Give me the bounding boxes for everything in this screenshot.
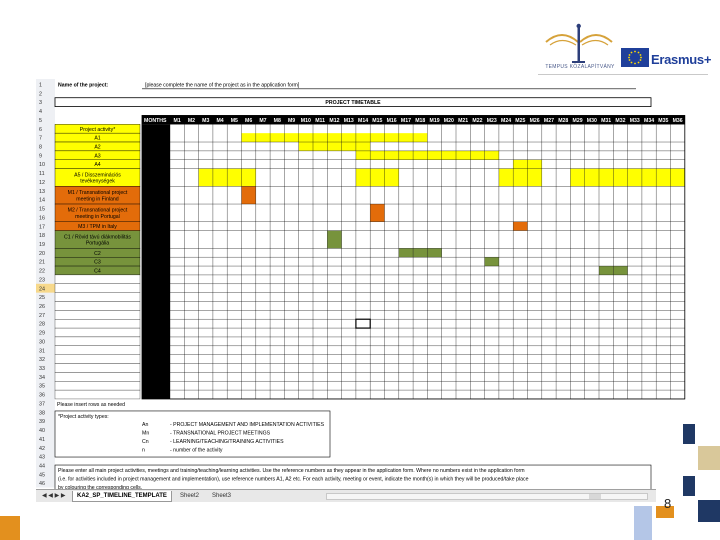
blank-activity-cell[interactable] [55, 390, 140, 399]
row-number: 35 [39, 383, 45, 390]
timeline-cell-filled[interactable] [327, 142, 341, 151]
blank-activity-cell[interactable] [55, 364, 140, 373]
months-label: MONTHS [144, 117, 167, 124]
row-number: 10 [39, 162, 45, 169]
timeline-cell-filled[interactable] [385, 151, 399, 160]
timeline-cell-filled[interactable] [642, 169, 656, 187]
tab-ka2-timeline-template[interactable]: KA2_SP_TIMELINE_TEMPLATE [72, 491, 172, 502]
blank-activity-cell[interactable] [55, 346, 140, 355]
blank-activity-cell[interactable] [55, 310, 140, 319]
spreadsheet-area[interactable] [36, 79, 683, 489]
month-header-m12: M12 [329, 117, 340, 124]
month-header-m30: M30 [586, 117, 597, 124]
timeline-cell-filled[interactable] [528, 160, 542, 169]
timeline-cell-filled[interactable] [485, 151, 499, 160]
decor-square-orange [0, 516, 20, 540]
timeline-cell-filled[interactable] [613, 266, 627, 275]
activity-type-desc: - TRANSNATIONAL PROJECT MEETINGS [170, 430, 271, 437]
blank-activity-cell[interactable] [55, 275, 140, 284]
month-header-m4: M4 [216, 117, 224, 124]
activity-type-code: Cn [142, 438, 149, 445]
months-blackout-column-full [142, 124, 170, 399]
timeline-cell-filled[interactable] [327, 231, 341, 249]
timeline-cell-filled[interactable] [399, 133, 413, 142]
month-header-m21: M21 [458, 117, 469, 124]
timeline-cell-filled[interactable] [299, 142, 313, 151]
row-number: 8 [39, 144, 42, 151]
row-number: 18 [39, 233, 45, 240]
row-number: 45 [39, 472, 45, 479]
row-number: 23 [39, 277, 45, 284]
timeline-cell-filled[interactable] [299, 133, 313, 142]
activity-label: A5 / Disszeminációs [74, 172, 121, 179]
instruction-line: Please enter all main project activities, meetings and training/teaching/learning activities. Use the reference numbers as they appear in the application form. Where no numbers exist in the application form [58, 468, 525, 475]
month-header-m36: M36 [672, 117, 683, 124]
activity-label: Portugália [85, 240, 110, 247]
timeline-cell-filled[interactable] [242, 169, 256, 187]
timeline-cell-filled[interactable] [499, 169, 513, 187]
timeline-cell-filled[interactable] [342, 142, 356, 151]
header-divider [538, 74, 708, 75]
row-number: 20 [39, 250, 45, 257]
decor-square-navy-2 [683, 476, 695, 496]
month-header-m19: M19 [429, 117, 440, 124]
row-number: 43 [39, 454, 45, 461]
decor-square-navy [683, 424, 695, 444]
row-number: 5 [39, 117, 42, 124]
timeline-cell-filled[interactable] [356, 169, 370, 187]
row-number: 28 [39, 321, 45, 328]
row-number: 39 [39, 419, 45, 426]
page-number: 8 [664, 496, 672, 511]
activity-label: M3 / TPM in Italy [78, 224, 117, 231]
timeline-cell-filled[interactable] [327, 133, 341, 142]
row-number: 32 [39, 357, 45, 364]
blank-activity-cell[interactable] [55, 319, 140, 328]
selected-cell[interactable] [356, 319, 370, 328]
month-header-m29: M29 [572, 117, 583, 124]
timeline-cell-filled[interactable] [470, 151, 484, 160]
timeline-cell-filled[interactable] [427, 248, 441, 257]
row-number: 46 [39, 481, 45, 488]
activity-label: M2 / Transnational project [67, 207, 128, 214]
activity-type-desc: - number of the activity [170, 447, 223, 454]
month-header-m17: M17 [400, 117, 411, 124]
row-number: 24 [39, 286, 45, 293]
row-number: 21 [39, 259, 45, 266]
timeline-cell-filled[interactable] [356, 151, 370, 160]
decor-square-lightblue [634, 506, 652, 540]
timeline-cell-filled[interactable] [199, 169, 213, 187]
row-number: 37 [39, 401, 45, 408]
row-number: 11 [39, 171, 45, 178]
row-number: 30 [39, 339, 45, 346]
month-header-m11: M11 [315, 117, 326, 124]
row-number: 14 [39, 197, 45, 204]
scrollbar-thumb[interactable] [589, 494, 601, 499]
timeline-cell-filled[interactable] [442, 151, 456, 160]
eu-flag-icon [621, 48, 649, 67]
row-number: 38 [39, 410, 45, 417]
month-header-m33: M33 [629, 117, 640, 124]
tab-navigation-arrows[interactable]: ◀ ◀ ▶ ▶ [42, 493, 66, 499]
row-number: 26 [39, 304, 45, 310]
row-number: 19 [39, 241, 45, 248]
row-number: 2 [39, 91, 42, 98]
activity-types-title: *Project activity types: [58, 413, 109, 420]
activity-type-code: An [142, 421, 149, 428]
timeline-cell-filled[interactable] [399, 248, 413, 257]
month-header-m28: M28 [558, 117, 569, 124]
timeline-cell-filled[interactable] [370, 169, 384, 187]
row-number: 7 [39, 135, 42, 142]
month-header-m14: M14 [358, 117, 369, 124]
sheet-tab-bar [36, 489, 656, 502]
timeline-cell-filled[interactable] [242, 186, 256, 204]
tempus-name: TEMPUS KÖZALAPÍTVÁNY [545, 64, 615, 70]
timeline-cell-filled[interactable] [370, 151, 384, 160]
timeline-cell-filled[interactable] [485, 257, 499, 266]
activity-type-desc: - LEARNING/TEACHING/TRAINING ACTIVITIES [170, 438, 284, 445]
instruction-line: (i.e. for activities included in project management and implementation), use reference numbers A1, A2 etc. For each activity, meeting or event, indicate the month(s) in which they will be produced/take place [58, 476, 529, 483]
month-header-m10: M10 [300, 117, 311, 124]
row-number: 16 [39, 215, 45, 222]
timeline-cell-filled[interactable] [427, 151, 441, 160]
activity-label: A4 [94, 162, 101, 169]
row-number: 33 [39, 366, 45, 373]
decor-square-beige [698, 446, 720, 470]
timeline-cell-filled[interactable] [399, 151, 413, 160]
horizontal-scrollbar[interactable] [326, 493, 648, 500]
activity-label: tevékenységek [80, 178, 115, 185]
timeline-cell-filled[interactable] [370, 133, 384, 142]
timeline-cell-filled[interactable] [585, 169, 599, 187]
activity-type-desc: - PROJECT MANAGEMENT AND IMPLEMENTATION ACTIVITIES [170, 421, 325, 428]
activity-label: M1 / Transnational project [67, 189, 128, 196]
tab-sheet2[interactable]: Sheet2 [180, 493, 200, 499]
month-header-m31: M31 [601, 117, 612, 124]
activity-label: C4 [94, 268, 101, 275]
timeline-cell-filled[interactable] [456, 151, 470, 160]
activity-label: A3 [94, 153, 101, 160]
blank-activity-cell[interactable] [55, 372, 140, 381]
month-header-m18: M18 [415, 117, 426, 124]
month-header-m5: M5 [230, 117, 238, 124]
month-header-m25: M25 [515, 117, 526, 124]
month-header-m27: M27 [543, 117, 554, 124]
month-header-m22: M22 [472, 117, 483, 124]
timetable-title: PROJECT TIMETABLE [325, 100, 381, 107]
tab-sheet3[interactable]: Sheet3 [212, 493, 232, 499]
timeline-cell-filled[interactable] [385, 169, 399, 187]
row-number: 15 [39, 206, 45, 213]
row-number: 41 [39, 436, 45, 443]
activity-label: C2 [94, 250, 101, 257]
activity-label: A1 [94, 135, 101, 142]
row-number: 13 [39, 188, 45, 195]
timeline-cell-filled[interactable] [570, 169, 584, 187]
timeline-cell-filled[interactable] [671, 169, 685, 187]
month-header-m34: M34 [644, 117, 655, 124]
month-header-m26: M26 [529, 117, 540, 124]
timeline-cell-filled[interactable] [256, 133, 270, 142]
row-number: 36 [39, 392, 45, 399]
blank-activity-cell[interactable] [55, 355, 140, 364]
row-number: 27 [39, 312, 45, 319]
month-header-m13: M13 [343, 117, 354, 124]
timeline-cell-filled[interactable] [270, 133, 284, 142]
row-number: 1 [39, 82, 42, 89]
row-number: 9 [39, 153, 42, 160]
timeline-cell-filled[interactable] [413, 248, 427, 257]
timeline-cell-filled[interactable] [227, 169, 241, 187]
row-number: 42 [39, 445, 45, 452]
month-header-m20: M20 [443, 117, 454, 124]
timeline-cell-filled[interactable] [599, 169, 613, 187]
row-number: 3 [39, 100, 42, 107]
activity-label: meeting in Portugal [75, 214, 120, 221]
month-header-m1: M1 [173, 117, 181, 124]
row-number: 12 [39, 179, 45, 186]
row-number: 31 [39, 348, 45, 355]
timeline-cell-filled[interactable] [242, 133, 256, 142]
insert-rows-note: Please insert rows as needed [57, 401, 126, 408]
timeline-cell-filled[interactable] [413, 151, 427, 160]
timeline-cell-filled[interactable] [370, 204, 384, 222]
activity-type-code: Mn [142, 430, 150, 437]
row-number: 44 [39, 463, 45, 470]
project-name-placeholder: [please complete the name of the project as in the application form] [145, 82, 300, 89]
month-header-m16: M16 [386, 117, 397, 124]
month-header-m7: M7 [259, 117, 267, 124]
blank-activity-cell[interactable] [55, 284, 140, 293]
month-header-m6: M6 [245, 117, 253, 124]
timeline-cell-filled[interactable] [413, 133, 427, 142]
timetable-grid[interactable] [36, 79, 683, 489]
timeline-cell-filled[interactable] [356, 142, 370, 151]
timeline-cell-filled[interactable] [313, 142, 327, 151]
decor-square-navy-3 [698, 500, 720, 522]
timeline-cell-filled[interactable] [528, 169, 542, 187]
blank-activity-cell[interactable] [55, 302, 140, 311]
activity-label: C3 [94, 259, 101, 266]
row-number: 6 [39, 126, 42, 133]
row-number: 34 [39, 374, 45, 381]
timeline-cell-filled[interactable] [385, 133, 399, 142]
row-number: 29 [39, 330, 45, 337]
blank-activity-cell[interactable] [55, 381, 140, 390]
timeline-cell-filled[interactable] [513, 160, 527, 169]
timeline-cell-filled[interactable] [613, 169, 627, 187]
month-header-m2: M2 [187, 117, 196, 124]
row-number: 25 [39, 295, 45, 302]
month-header-m35: M35 [658, 117, 669, 124]
row-number: 40 [39, 428, 45, 435]
timeline-cell-filled[interactable] [513, 222, 527, 231]
month-header-m8: M8 [273, 117, 281, 124]
timeline-cell-filled[interactable] [356, 133, 370, 142]
tempus-emblem-icon [540, 22, 618, 66]
row-number: 4 [39, 109, 42, 116]
month-header-m32: M32 [615, 117, 626, 124]
timeline-cell-filled[interactable] [313, 133, 327, 142]
activity-label: A2 [94, 144, 101, 151]
timeline-cell-filled[interactable] [513, 169, 527, 187]
timeline-cell-filled[interactable] [599, 266, 613, 275]
month-header-m3: M3 [202, 117, 210, 124]
activity-label: meeting in Finland [76, 196, 119, 203]
timeline-cell-filled[interactable] [213, 169, 227, 187]
activity-label: C1 / Rövid távú diákmobilitás [64, 234, 131, 241]
blank-activity-cell[interactable] [55, 293, 140, 302]
month-header-m23: M23 [486, 117, 497, 124]
activity-type-code: n [142, 447, 145, 454]
blank-activity-cell[interactable] [55, 328, 140, 337]
timeline-cell-filled[interactable] [284, 133, 298, 142]
timeline-cell-filled[interactable] [656, 169, 670, 187]
month-header-m9: M9 [287, 117, 296, 124]
row-number: 22 [39, 268, 45, 275]
month-header-m15: M15 [372, 117, 383, 124]
project-name-label: Name of the project: [58, 82, 109, 89]
row-number: 17 [39, 224, 45, 231]
timeline-cell-filled[interactable] [342, 133, 356, 142]
timeline-cell-filled[interactable] [628, 169, 642, 187]
month-header-m24: M24 [501, 117, 512, 124]
activity-header: Project activity* [79, 126, 116, 133]
erasmus-logo-text: Erasmus+ [651, 52, 712, 67]
blank-activity-cell[interactable] [55, 337, 140, 346]
